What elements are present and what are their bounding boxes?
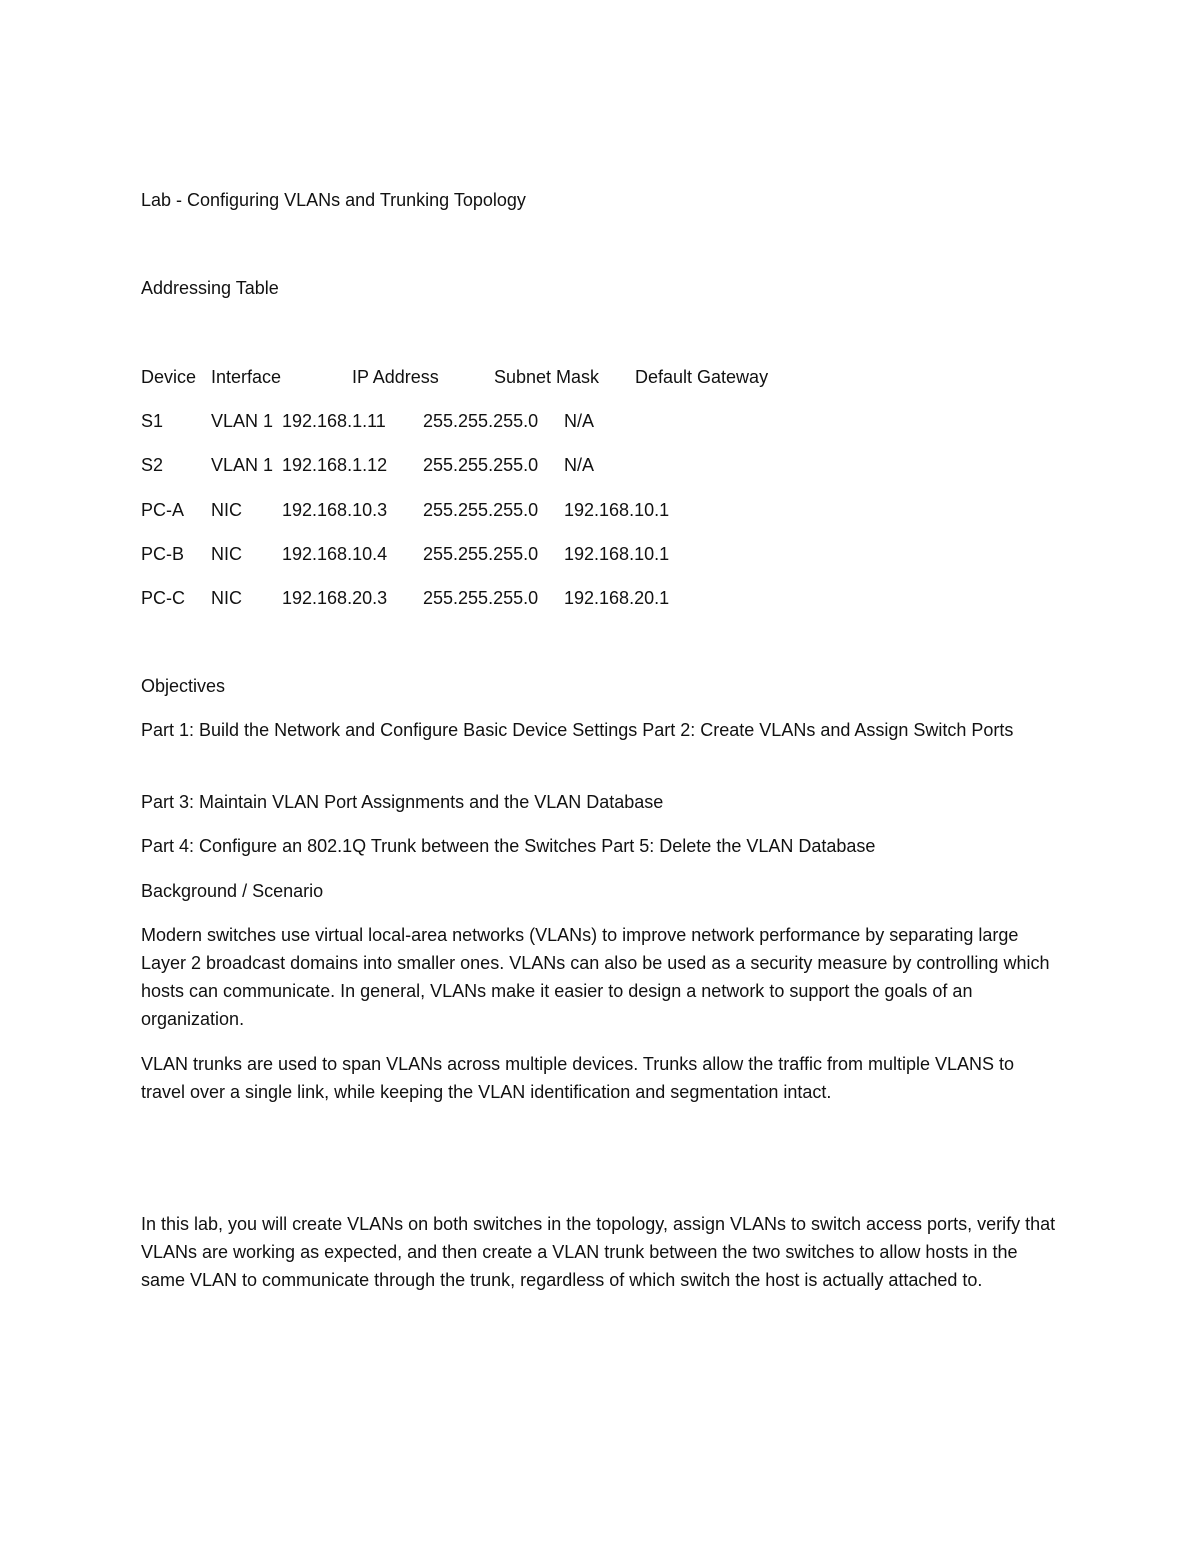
objectives-heading: Objectives — [141, 676, 226, 696]
cell-interface: NIC — [211, 588, 242, 608]
cell-ip-address: 192.168.20.3 — [282, 588, 388, 608]
header-default-gateway: Default Gateway — [635, 367, 769, 387]
cell-subnet-mask: 255.255.255.0 — [423, 588, 539, 608]
cell-interface: NIC — [211, 544, 242, 564]
cell-default-gateway: 192.168.10.1 — [564, 544, 670, 564]
cell-default-gateway: N/A — [564, 411, 595, 431]
cell-subnet-mask: 255.255.255.0 — [423, 500, 539, 520]
document-title: Lab - Configuring VLANs and Trunking Topology — [141, 190, 526, 210]
header-interface: Interface — [211, 367, 282, 387]
table-header-row — [141, 363, 841, 391]
cell-default-gateway: N/A — [564, 455, 595, 475]
header-ip-address: IP Address — [352, 367, 439, 387]
body-paragraph: VLAN trunks are used to span VLANs across multiple devices. Trunks allow the traffic from multiple VLANS to travel over a single link, while keeping the VLAN identification and segmentation intact. — [141, 1054, 1015, 1102]
cell-device: S1 — [141, 411, 164, 431]
cell-device: PC-C — [141, 588, 185, 608]
cell-subnet-mask: 255.255.255.0 — [423, 455, 539, 475]
table-row — [141, 496, 841, 524]
cell-ip-address: 192.168.1.11 — [282, 411, 386, 431]
cell-ip-address: 192.168.1.12 — [282, 455, 388, 475]
objective-item: Part 3: Maintain VLAN Port Assignments and the VLAN Database — [141, 792, 664, 812]
header-subnet-mask: Subnet Mask — [494, 367, 600, 387]
cell-default-gateway: 192.168.20.1 — [564, 588, 670, 608]
cell-subnet-mask: 255.255.255.0 — [423, 411, 539, 431]
cell-subnet-mask: 255.255.255.0 — [423, 544, 539, 564]
table-row — [141, 540, 841, 568]
cell-ip-address: 192.168.10.4 — [282, 544, 388, 564]
table-row — [141, 451, 841, 479]
cell-interface: VLAN 1 — [211, 455, 274, 475]
body-paragraph: Modern switches use virtual local-area networks (VLANs) to improve network performance by separating large Layer 2 broadcast domains into smaller ones. VLANs can also be used as a security measure by controlling which hosts can communicate. In general, VLANs make it easier to design a network to support the goals of an organization. — [141, 925, 1050, 1029]
body-paragraph: In this lab, you will create VLANs on both switches in the topology, assign VLANs to switch access ports, verify that VLANs are working as expected, and then create a VLAN trunk between the two switches to allow hosts in the same VLAN to communicate through the trunk, regardless of which switch the host is actually attached to. — [141, 1214, 1056, 1290]
cell-ip-address: 192.168.10.3 — [282, 500, 388, 520]
header-device: Device — [141, 367, 197, 387]
table-heading: Addressing Table — [141, 278, 279, 298]
cell-interface: NIC — [211, 500, 242, 520]
cell-interface: VLAN 1 — [211, 411, 274, 431]
cell-device: S2 — [141, 455, 164, 475]
table-row — [141, 584, 841, 612]
cell-device: PC-A — [141, 500, 185, 520]
objective-item: Part 1: Build the Network and Configure Basic Device Settings Part 2: Create VLANs and Assign Switch Ports — [141, 720, 1014, 740]
cell-device: PC-B — [141, 544, 185, 564]
table-row — [141, 407, 841, 435]
background-heading: Background / Scenario — [141, 881, 324, 901]
objective-item: Part 4: Configure an 802.1Q Trunk between the Switches Part 5: Delete the VLAN Database — [141, 836, 876, 856]
cell-default-gateway: 192.168.10.1 — [564, 500, 670, 520]
